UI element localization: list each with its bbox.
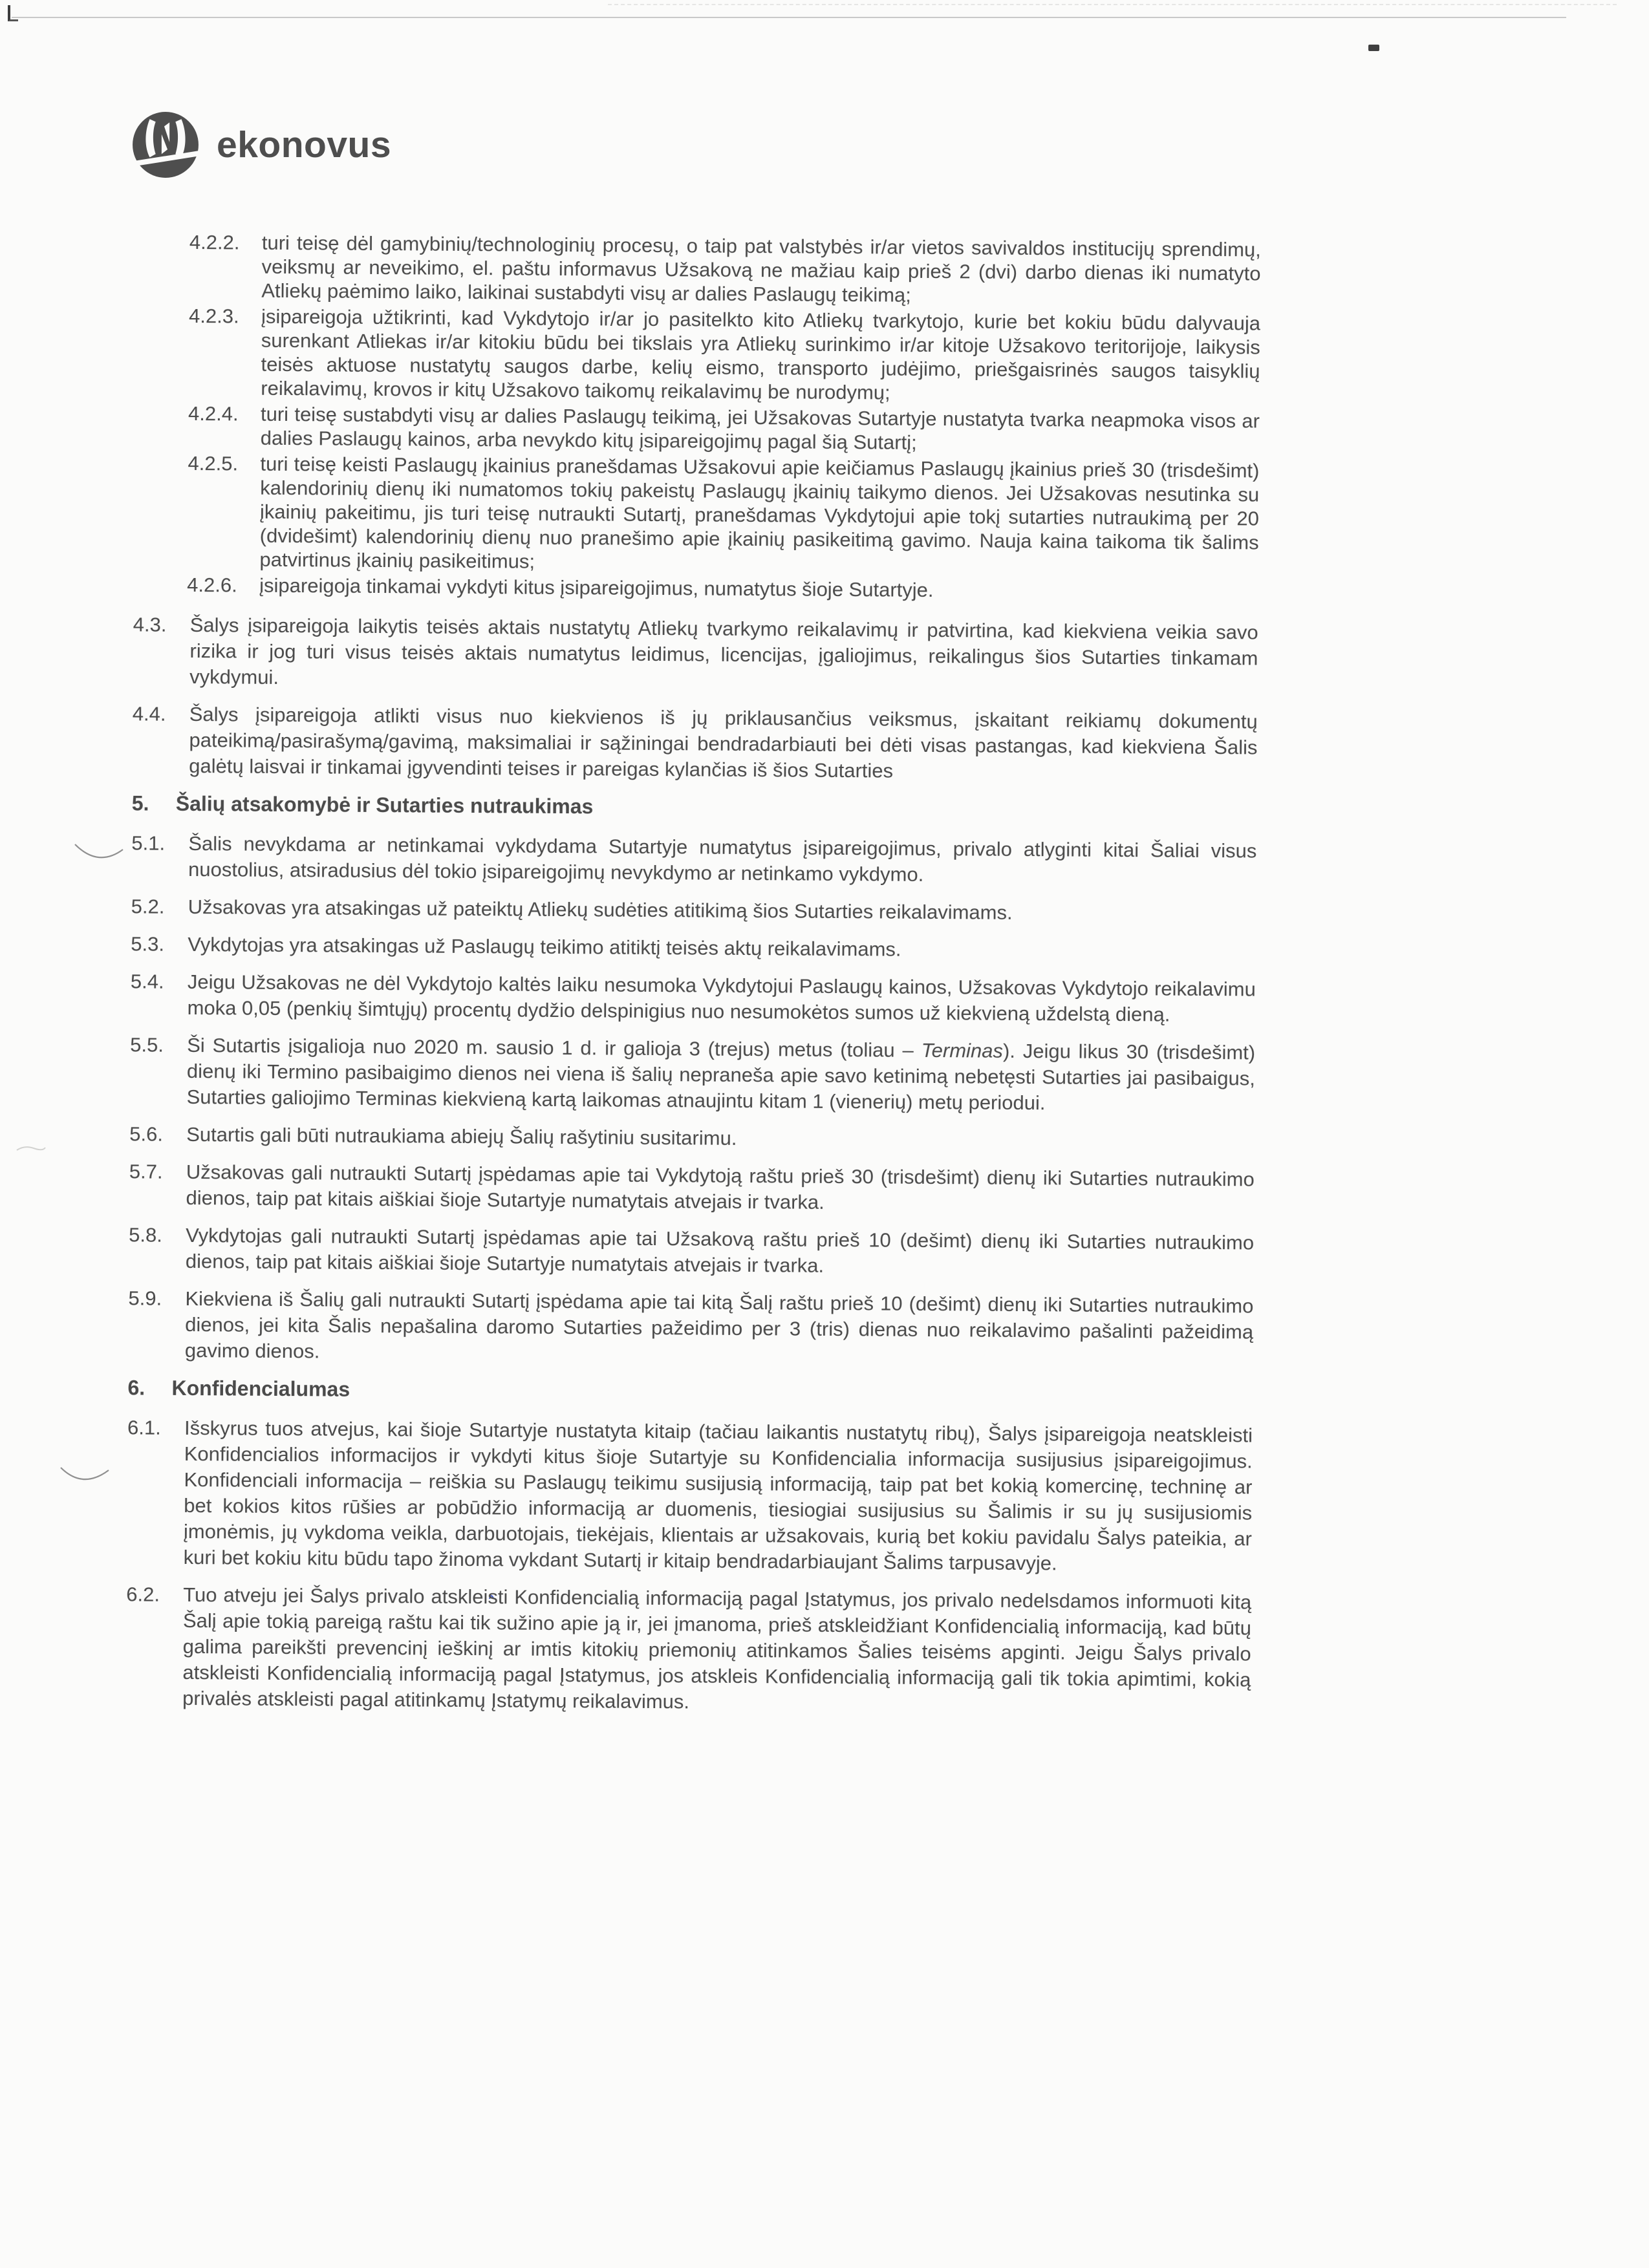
- clause-text: Sutartis gali būti nutraukiama abiejų Šalių rašytiniu susitarimu.: [186, 1122, 737, 1150]
- clause-text: Kiekviena iš Šalių gali nutraukti Sutartį įspėdama apie tai kitą Šalį raštu prieš 10 (dešimt) dienų iki Sutarties nutraukimo dienos, jei kita Šalis nepašalina daromo Sutarties pažeidimo per 3 (tris) dienas nuo reikalavimo pašalinti pažeidimą gavimo dienos.: [184, 1287, 1254, 1363]
- ekonovus-logo-icon: [131, 111, 200, 179]
- section-heading-5: [132, 790, 1257, 824]
- clause-6-2: [125, 1581, 1251, 1718]
- clause-4-2-2: [189, 230, 1261, 310]
- clause-5-9: [128, 1285, 1254, 1371]
- clause-text: Užsakovas gali nutraukti Sutartį įspėdamas apie tai Vykdytoją raštu prieš 30 (trisdešimt) dienų iki Sutarties nutraukimo dienos, taip pat kitais aiškiai šioje Sutartyje numatytais atvejais ir tvarka.: [186, 1160, 1255, 1214]
- clause-6-1: [127, 1415, 1253, 1578]
- clause-number: 5.2.: [131, 895, 165, 918]
- clause-5-6: [129, 1121, 1255, 1155]
- section-title: Šalių atsakomybė ir Sutarties nutraukimas: [175, 791, 594, 818]
- clause-text: Šalis nevykdama ar netinkamai vykdydama Sutartyje numatytus įsipareigojimus, privalo atlyginti kitai Šaliai visus nuostolius, atsiradusius dėl tokio įsipareigojimų nevykdymo ar netinkamo vykdymo.: [188, 831, 1257, 886]
- clause-number: 4.3.: [133, 613, 167, 636]
- clause-number: 4.4.: [132, 702, 166, 725]
- clause-number: 5.1.: [131, 831, 166, 855]
- clause-4-2-4: [188, 401, 1260, 457]
- section-number: 5.: [131, 791, 149, 815]
- clause-number: 5.4.: [130, 970, 164, 993]
- clause-5-4: [130, 968, 1256, 1028]
- clause-text-part: Ši Sutartis įsigalioja nuo 2020 m. sausio 1 d. ir galioja 3 (trejus) metus (toliau –: [187, 1033, 921, 1062]
- scan-corner-mark-artifact: [8, 5, 18, 21]
- clause-text-part: ). Jeigu likus 30 (trisdešimt) dienų iki Termino pasibaigimo dienos nei viena iš šalių nepraneša apie savo ketinimą nebetęsti Sutarties jai pasibaigus, Sutarties galiojimo Terminas kiekvieną kartą laikomas atnaujintu kitam 1 (vienerių) metų periodui.: [186, 1039, 1256, 1115]
- clause-text: Šalys įsipareigoja laikytis teisės aktais nustatytų Atliekų tvarkymo reikalavimų ir patvirtina, kad kiekviena veikia savo rizika ir jog turi visus teisės aktais numatytus leidimus, licencijas, įgaliojimus, reikalingus šios Sutarties tinkamam vykdymui.: [189, 613, 1258, 689]
- header-logo: [131, 109, 391, 181]
- clause-5-8: [129, 1222, 1255, 1281]
- clause-text: įsipareigoja užtikrinti, kad Vykdytojo ir/ar jo pasitelkto kito Atliekų tvarkytojo, kurie bet kokiu būdu dalyvauja surenkant Atliekas ir/ar kitokiu būdu bei tikslais yra Atliekų surinkimo ir/ar kitoje Užsakovo teritorijoje, laikysis teisės aktuose nustatytų saugos darbe, kelių eismo, transporto judėjimo, priešgaisrinės saugos taisyklių reikalavimų, krovos ir kitų Užsakovo taikomų reikalavimų be nurodymų;: [261, 305, 1261, 404]
- clause-text: Išskyrus tuos atvejus, kai šioje Sutartyje nustatyta kitaip (tačiau laikantis nustatytų ribų), Šalys įsipareigoja neatskleisti Konfidencialios informacijos ir vykdyti kitus šioje Sutartyje su Konfidencialia informacija susijusius įsipareigojimus. Konfidenciali informacija – reiškia su Paslaugų teikimu susijusią informaciją, taip pat bet kokią komercinę, techninę ar bet kokios kitos rūšies ar pobūdžio informaciją ar duomenis, tiesiogiai susijusius su Šalimis ir su jų susijusiomis įmonėmis, jų vykdoma veikla, darbuotojais, tiekėjais, klientais ar užsakovais, kurią bet kokiu pavidalu Šalys pateikia, ar kuri bet kokiu kitu būdu tapo žinoma vykdant Sutartį ir kitaip bendradarbiaujant Šalims tarpusavyje.: [183, 1416, 1253, 1575]
- clause-number: 5.5.: [130, 1033, 164, 1056]
- clause-text: Jeigu Užsakovas ne dėl Vykdytojo kaltės laiku nesumoka Vykdytojui Paslaugų kainos, Užsakovas Vykdytojo reikalavimu moka 0,05 (penkių šimtųjų) procentų dydžio delspinigius nuo nesumokėtos sumos už kiekvieną uždelstą dieną.: [187, 970, 1256, 1026]
- scan-dash-mark-artifact: [1368, 45, 1379, 51]
- clause-text: Tuo atveju jei Šalys privalo atskleisti Konfidencialią informaciją pagal Įstatymus, jos privalo nedelsdamos informuoti kitą Šalį apie tokią pareigą raštu kai tik sužino apie ją ir, jei įmanoma, prieš atskleidžiant Konfidencialią informaciją, kad būtų galima pareikšti prevencinį ieškinį ar imtis kitokių priemonių atitinkamos Šalies teisėms apginti. Jeigu Šalys privalo atskleisti Konfidencialią informaciją pagal Įstatymus, jos atskleis Konfidencialią informaciją gali tik tokia apimtimi, kokią privalės atskleisti pagal atitinkamų Įstatymų reikalavimus.: [182, 1583, 1252, 1713]
- clause-text: turi teisę dėl gamybinių/technologinių procesų, o taip pat valstybės ir/ar vietos savivaldos institucijų sprendimų, veiksmų ar neveikimo, el. paštu informavus Užsakovą ne mažiau kaip prieš 2 (dvi) darbo dienas iki numatyto Atliekų paėmimo laiko, laikinai sustabdyti visų ar dalies Paslaugų teikimą;: [261, 231, 1261, 306]
- section-heading-6: [127, 1375, 1253, 1408]
- clause-number: 6.2.: [126, 1583, 160, 1606]
- clause-number: 5.6.: [129, 1122, 164, 1146]
- scan-dashed-line-artifact: [608, 4, 1617, 5]
- clause-text-italic: Terminas: [921, 1038, 1004, 1062]
- clause-number: 4.2.2.: [189, 230, 240, 254]
- clause-5-5: [130, 1032, 1256, 1117]
- clause-5-7: [129, 1159, 1255, 1218]
- clause-5-1: [131, 830, 1257, 890]
- brand-wordmark: ekonovus: [217, 124, 392, 166]
- section-number: 6.: [127, 1376, 146, 1400]
- contract-body: [0, 229, 1649, 1733]
- clause-text: turi teisę keisti Paslaugų įkainius pranešdamas Užsakovui apie keičiamus Paslaugų įkainius prieš 30 (trisdešimt) kalendorinių dienų iki numatomos tokių pakeistų Paslaugų įkainių taikymo dienos. Jei Užsakovas nesutinka su įkainių pakeitimu, jis turi teisę nutraukti Sutartį, pranešdamas Vykdytojui apie tokį sutarties nutraukimą per 20 (dvidešimt) kalendorinių dienų nuo pranešimo apie įkainių pasikeitimą gavimo. Nauja kaina taikoma tik šalims patvirtinus įkainių pasikeitimus;: [259, 452, 1260, 573]
- clause-5-2: [131, 893, 1256, 927]
- clause-text: [187, 1034, 1256, 1114]
- clause-4-2-6: [187, 573, 1258, 604]
- scan-hairline-artifact: [12, 17, 1566, 18]
- clause-number: 4.2.5.: [188, 451, 239, 475]
- clause-number: 5.7.: [129, 1160, 163, 1183]
- section-title: Konfidencialumas: [171, 1376, 350, 1401]
- clause-text: Užsakovas yra atsakingas už pateiktų Atliekų sudėties atitikimą šios Sutarties reikalavimams.: [188, 895, 1013, 924]
- clause-number: 4.2.4.: [188, 401, 239, 425]
- clause-text: Vykdytojas yra atsakingas už Paslaugų teikimo atitiktį teisės aktų reikalavimams.: [188, 932, 901, 961]
- clause-4-2-5: [187, 451, 1259, 579]
- clause-text: Šalys įsipareigoja atlikti visus nuo kiekvienos iš jų priklausančius veiksmus, įskaitant reikiamų dokumentų pateikimą/pasirašymą/gavimą, maksimaliai ir sąžiningai bendradarbiauti bei dėti visas pastangas, kad kiekviena Šalis galėtų laisvai ir tinkamai įgyvendinti teises ir pareigas kylančias iš šios Sutarties: [189, 702, 1258, 782]
- clause-number: 5.3.: [131, 932, 165, 956]
- clause-number: 5.9.: [128, 1287, 162, 1310]
- clause-4-2-3: [188, 304, 1260, 407]
- clause-text: įsipareigoja tinkamai vykdyti kitus įsipareigojimus, numatytus šioje Sutartyje.: [259, 573, 934, 601]
- clause-number: 4.2.6.: [187, 573, 237, 597]
- clause-number: 4.2.3.: [188, 304, 239, 328]
- clause-4-4: [132, 701, 1258, 786]
- clause-4-3: [133, 612, 1258, 697]
- clause-number: 6.1.: [127, 1416, 161, 1439]
- clause-5-3: [131, 931, 1256, 965]
- clause-text: turi teisę sustabdyti visų ar dalies Paslaugų teikimą, jei Užsakovas Sutartyje nustatyta tvarka neapmoka visos ar dalies Paslaugų kainos, arba nevykdo kitų įsipareigojimų pagal šią Sutartį;: [260, 402, 1260, 454]
- clause-number: 5.8.: [129, 1223, 162, 1246]
- clause-text: Vykdytojas gali nutraukti Sutartį įspėdamas apie tai Užsakovą raštu prieš 10 (dešimt) dienų iki Sutarties nutraukimo dienos, taip pat kitais aiškiai šioje Sutartyje numatytais atvejais ir tvarka.: [185, 1223, 1255, 1277]
